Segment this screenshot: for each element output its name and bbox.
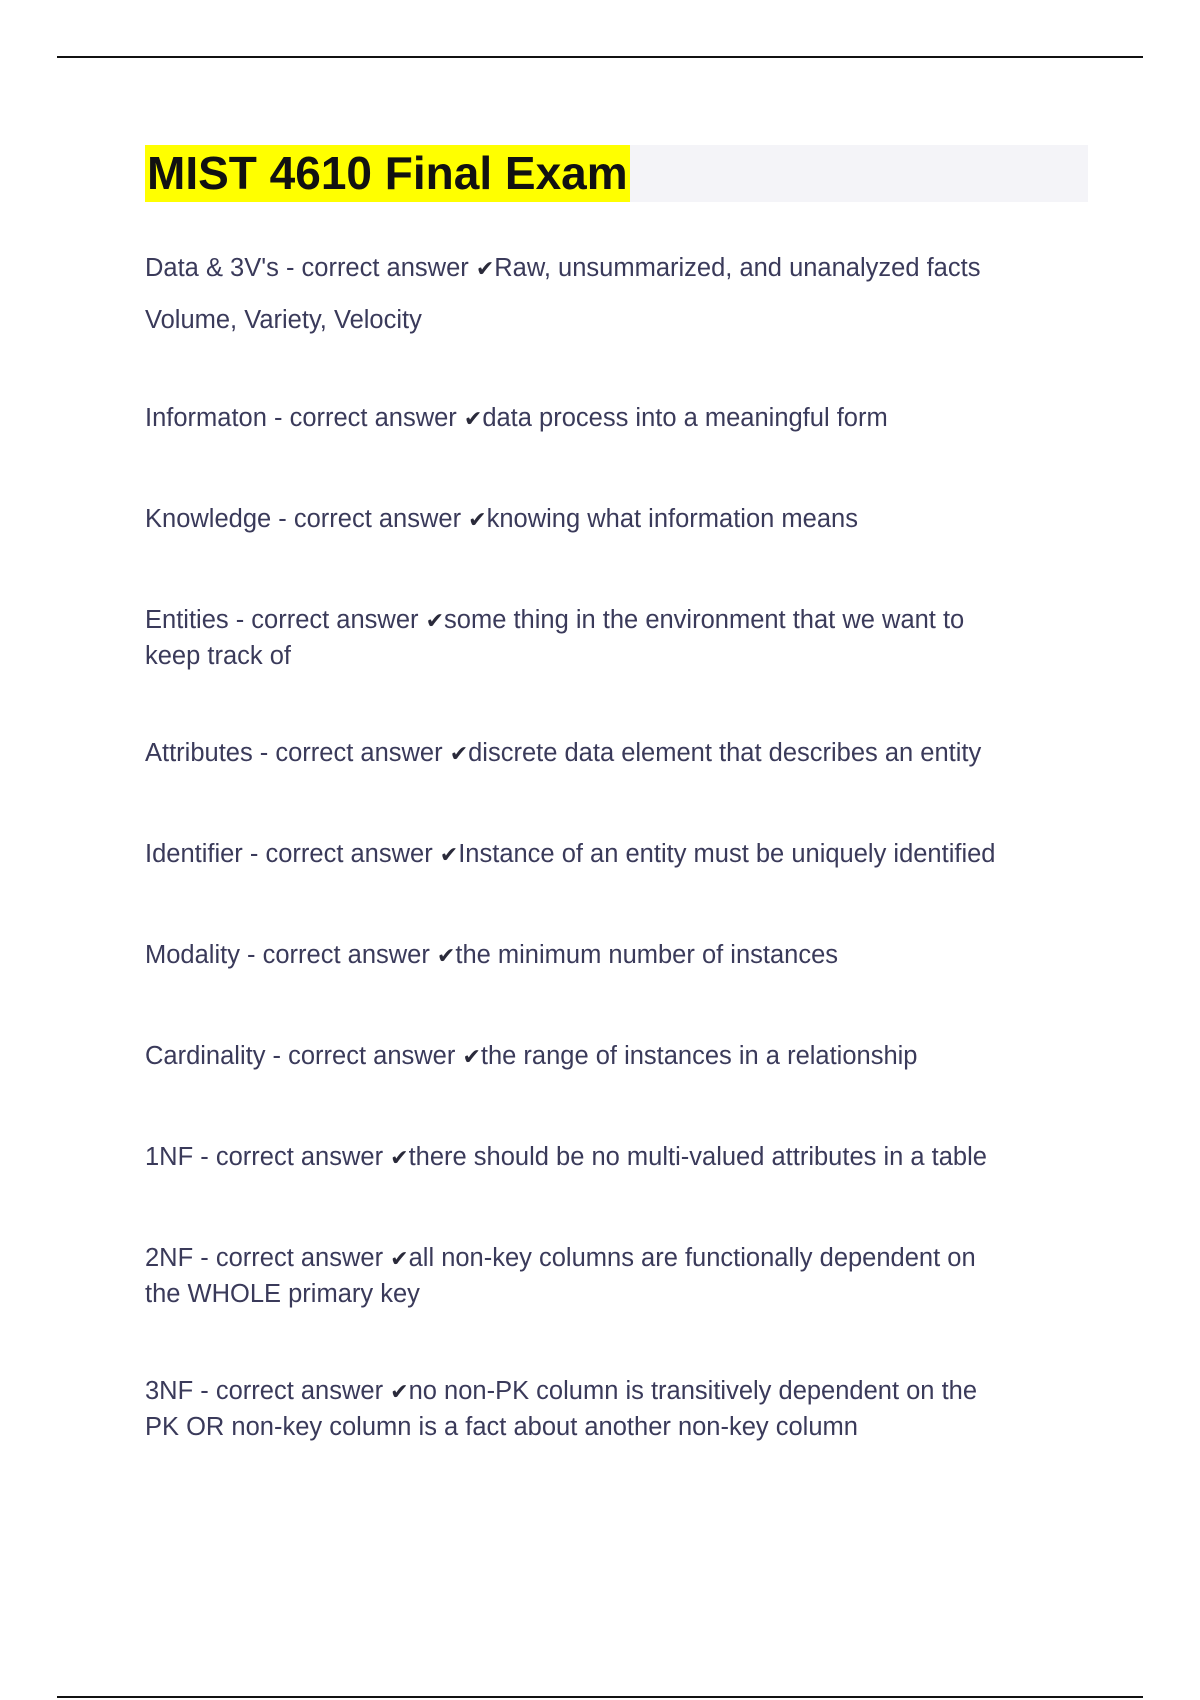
check-icon: ✔ (462, 1045, 481, 1070)
qa-entry (145, 1140, 1085, 1176)
check-icon: ✔ (390, 1380, 409, 1405)
qa-entry (145, 251, 1085, 337)
answer-label: - correct answer (193, 1377, 391, 1405)
entry-term: Modality (145, 941, 240, 969)
entry-continuation: PK OR non-key column is a fact about another non-key column (145, 1413, 858, 1441)
entry-term: 3NF (145, 1377, 194, 1405)
entry-term: Cardinality (145, 1042, 266, 1070)
answer-label: - correct answer (271, 505, 469, 533)
answer-label: - correct answer (252, 739, 450, 767)
check-icon: ✔ (425, 609, 445, 634)
answer-label: - correct answer (266, 404, 464, 432)
answer-label: - correct answer (193, 1244, 391, 1272)
entry-term: Identifier (145, 840, 243, 868)
qa-entry (145, 938, 1085, 974)
answer-label: - correct answer (239, 941, 437, 969)
answer-label: - correct answer (265, 1042, 463, 1070)
qa-entry (145, 401, 1085, 437)
entry-term: 2NF (145, 1244, 194, 1272)
entry-continuation: Volume, Variety, Velocity (145, 306, 422, 334)
entry-definition: the range of instances in a relationship (480, 1042, 918, 1070)
entry-definition: data process into a meaningful form (482, 404, 888, 432)
page-title: MIST 4610 Final Exam (145, 145, 630, 202)
entry-term: Knowledge (145, 505, 272, 533)
answer-label: - correct answer (193, 1143, 391, 1171)
entry-term: Entities (145, 606, 229, 634)
qa-entry (145, 837, 1085, 873)
top-rule (57, 56, 1143, 58)
entry-term: 1NF (145, 1143, 194, 1171)
check-icon: ✔ (449, 742, 469, 767)
entry-definition: some thing in the environment that we want to (444, 606, 965, 634)
answer-label: - correct answer (278, 254, 476, 282)
answer-label: - correct answer (242, 840, 440, 868)
entry-definition: Raw, unsummarized, and unanalyzed facts (494, 254, 981, 282)
entry-definition: no non-PK column is transitively dependent on the (408, 1377, 978, 1405)
entry-term: Data & 3V's (145, 254, 279, 282)
check-icon: ✔ (439, 843, 459, 868)
qa-entry (145, 603, 1085, 673)
entry-definition: Instance of an entity must be uniquely identified (458, 840, 996, 868)
qa-entry (145, 736, 1085, 772)
check-icon: ✔ (390, 1247, 409, 1272)
entry-continuation: the WHOLE primary key (145, 1280, 420, 1308)
answer-label: - correct answer (228, 606, 426, 634)
entry-definition: discrete data element that describes an entity (468, 739, 982, 767)
entry-definition: all non-key columns are functionally dependent on (408, 1244, 976, 1272)
entry-definition: the minimum number of instances (455, 941, 839, 969)
check-icon: ✔ (463, 407, 483, 432)
qa-entry (145, 1374, 1085, 1444)
entry-term: Informaton (145, 404, 267, 432)
bottom-rule (57, 1696, 1143, 1698)
qa-entry (145, 1039, 1085, 1075)
qa-entry (145, 502, 1085, 538)
entry-term: Attributes (145, 739, 253, 767)
check-icon: ✔ (436, 944, 456, 969)
qa-entry (145, 1241, 1085, 1311)
entry-definition: there should be no multi-valued attributes in a table (408, 1143, 987, 1171)
check-icon: ✔ (475, 257, 495, 282)
entry-definition: knowing what information means (486, 505, 858, 533)
check-icon: ✔ (468, 508, 487, 533)
entry-continuation: keep track of (145, 642, 291, 670)
check-icon: ✔ (390, 1146, 409, 1171)
